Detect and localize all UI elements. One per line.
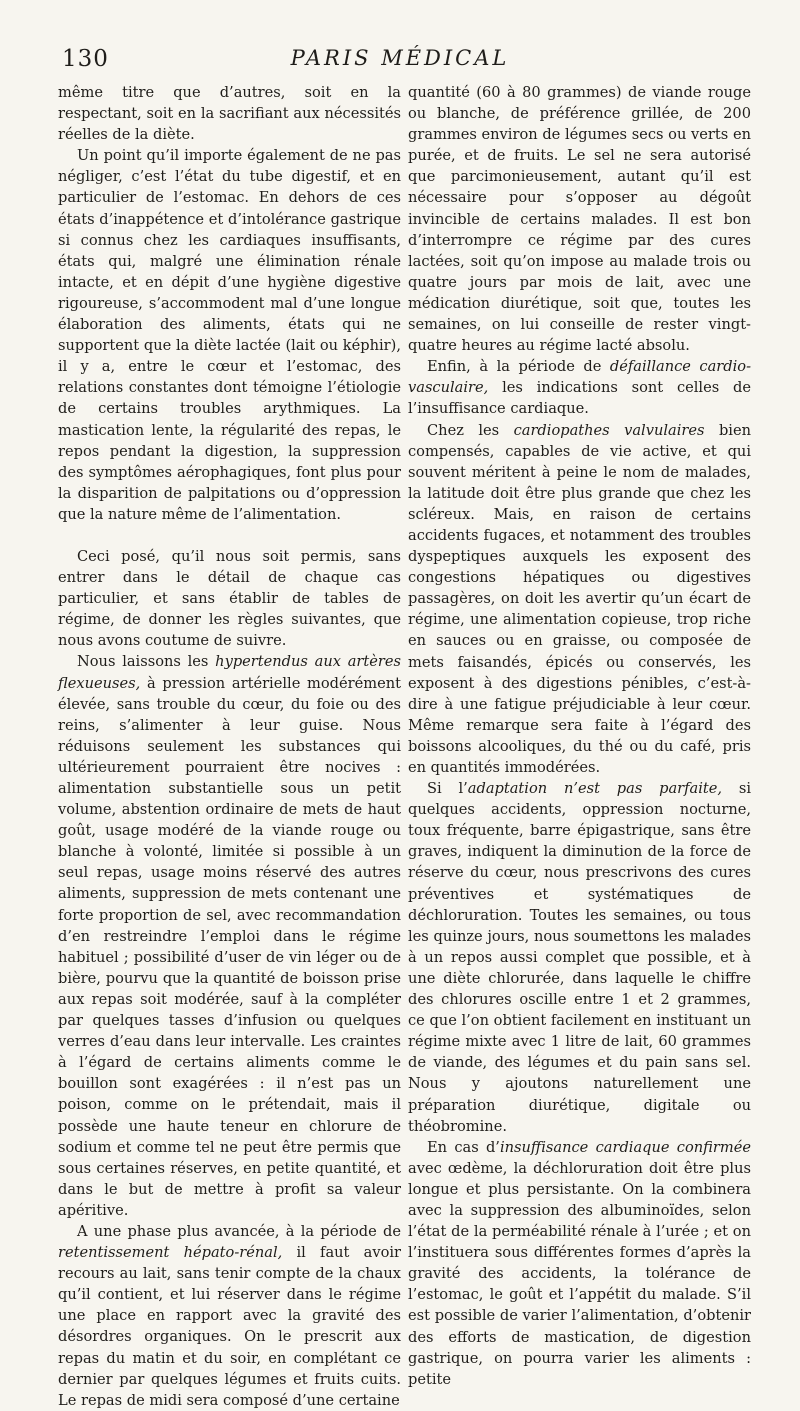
italic-term: adaptation n’est pas parfaite,	[467, 780, 723, 798]
paragraph-text: Chez les	[427, 421, 514, 439]
paragraph-text: A une phase plus avancée, à la période de	[77, 1222, 401, 1240]
paragraph-text: Si l’	[427, 780, 468, 798]
paragraph-text: bien compensés, capables de vie active, et qui souvent méritent à peine le nom de malades, la latitude doit être plus grande que chez les scléreux. Mais, en raison de certains accidents fugaces, et notamment des troubles dyspeptiques auxquels les exposent des congestions hépatiques ou digestives passagères, on doit les avertir qu’un écart de régime, une alimentation copieuse, trop riche en sauces ou en graisse, ou composée de mets faisandés, épicés ou conservés, les exposent à des digestions pénibles, c’est-à-dire à une fatigue préjudiciable à leur cœur. Même remarque sera faite à l’égard des boissons alcooliques, du thé ou du café, pris en quantités immodérées.	[408, 421, 751, 776]
paragraph	[408, 1137, 751, 1390]
paragraph-text: à pression artérielle modérément élevée, sans trouble du cœur, du foie ou des reins, s’alimenter à leur guise. Nous réduisons seulement les substances qui ultérieurement pourraient être nocives : alimentation substantielle sous un petit volume, abstention ordinaire de mets de haut goût, usage modéré de la viande rouge ou blanche à volonté, limitée si possible à un seul repas, usage moins réservé des autres aliments, suppression de mets contenant une forte proportion de sel, avec recommandation d’en restreindre l’emploi dans le régime habituel ; possibilité d’user de vin léger ou de bière, pourvu que la quantité de boisson prise aux repas soit modérée, sauf à la compléter par quelques tasses d’infusion ou quelques verres d’eau dans leur intervalle. Les craintes à l’égard de certains aliments comme le bouillon sont exagérées : il n’est pas un poison, comme on le prétendait, mais il possède une haute teneur en chlorure de sodium et comme tel ne peut être permis que sous certaines réserves, en petite quantité, et dans le but de mettre à profit sa valeur apéritive.	[58, 674, 401, 1219]
paragraph-text: avec œdème, la déchloruration doit être plus longue et plus persistante. On la combinera avec la suppression des albuminoïdes, selon l’état de la perméabilité rénale à l’urée ; et on l’instituera sous différentes formes d’après la gravité des accidents, la tolérance de l’estomac, le goût et l’appétit du malade. S’il est possible de varier l’alimentation, d’obtenir des efforts de mastication, de digestion gastrique, on pourra varier les aliments : petite	[408, 1159, 751, 1388]
paragraph	[58, 1221, 401, 1411]
italic-term: hypertendus aux artères flexueuses,	[58, 653, 402, 692]
paragraph	[408, 778, 751, 1137]
italic-term: retentissement hépato-rénal,	[58, 1244, 283, 1262]
paragraph: même titre que d’autres, soit en la respectant, soit en la sacrifiant aux nécessités réelles de la diète.	[58, 84, 401, 144]
paragraph-text: Nous laissons les	[77, 653, 216, 671]
right-column	[408, 82, 751, 1390]
paragraph-text: si quelques accidents, oppression nocturne, toux fréquente, barre épigastrique, sans être graves, indiquent la diminution de la force de réserve du cœur, nous prescrivons des cures préventives et systématiques de déchloruration. Toutes les semaines, ou tous les quinze jours, nous soumettons les malades à un repos aussi complet que possible, et à une diète chlorurée, dans laquelle le chiffre des chlorures oscille entre 1 et 2 grammes, ce que l’on obtient facilement en instituant un régime mixte avec 1 litre de lait, 60 grammes de viande, des légumes et du pain sans sel. Nous y ajoutons naturellement une préparation diurétique, digitale ou théobromine.	[408, 780, 752, 1135]
left-column	[58, 82, 401, 1411]
paragraph	[58, 651, 401, 1221]
paragraph: Ceci posé, qu’il nous soit permis, sans entrer dans le détail de chaque cas particulier, et sans établir de tables de régime, de donner les règles suivantes, que nous avons coutume de suivre.	[58, 547, 401, 650]
paragraph	[408, 420, 751, 779]
paragraph: quantité (60 à 80 grammes) de viande rouge ou blanche, de préférence grillée, de 200 grammes environ de légumes secs ou verts en purée, et de fruits. Le sel ne sera autorisé que parcimonieusement, autant qu’il est nécessaire pour s’opposer au dégoût invincible de certains malades. Il est bon d’interrompre ce régime par des cures lactées, soit qu’on impose au malade trois ou quatre jours par mois de lait, avec une médication diurétique, soit que, toutes les semaines, on lui conseille de rester vingt-quatre heures au régime lacté absolu.	[408, 84, 751, 355]
italic-term: insuffisance cardiaque confirmée	[499, 1138, 751, 1156]
page-number: 130	[62, 46, 109, 72]
paragraph-text: il faut avoir recours au lait, sans tenir compte de la chaux qu’il contient, et lui réserver dans le régime une place en rapport avec la gravité des désordres organiques. On le prescrit aux repas du matin et du soir, en complétant ce dernier par quelques légumes et fruits cuits. Le repas de midi sera composé d’une certaine	[58, 1244, 402, 1409]
page-header	[62, 42, 738, 78]
paragraph: Un point qu’il importe également de ne pas négliger, c’est l’état du tube digestif, et en particulier de l’estomac. En dehors de ces états d’inappétence et d’intolérance gastrique si connus chez les cardiaques insuffisants, états qui, malgré une élimination rénale intacte, et en dépit d’une hygiène digestive rigoureuse, s’accommodent mal d’une longue élaboration des aliments, états qui ne supportent que la diète lactée (lait ou képhir), il y a, entre le cœur et l’estomac, des relations constantes dont témoigne l’étiologie de certains troubles arythmiques. La mastication lente, la régularité des repas, le repos pendant la digestion, la suppression des symptômes aérophagiques, font plus pour la disparition de palpitations ou d’oppression que la nature même de l’alimentation.	[58, 147, 401, 523]
running-title: PARIS MÉDICAL	[290, 46, 510, 70]
italic-term: cardiopathes valvulaires	[513, 421, 705, 439]
paragraph	[408, 356, 751, 419]
paragraph-text: En cas d’	[427, 1138, 500, 1156]
paragraph-text: Enfin, à la période de	[427, 358, 610, 376]
paragraph-text: les indications sont celles de l’insuffisance cardiaque.	[408, 379, 751, 418]
italic-term: défaillance cardio-vasculaire,	[408, 358, 752, 397]
